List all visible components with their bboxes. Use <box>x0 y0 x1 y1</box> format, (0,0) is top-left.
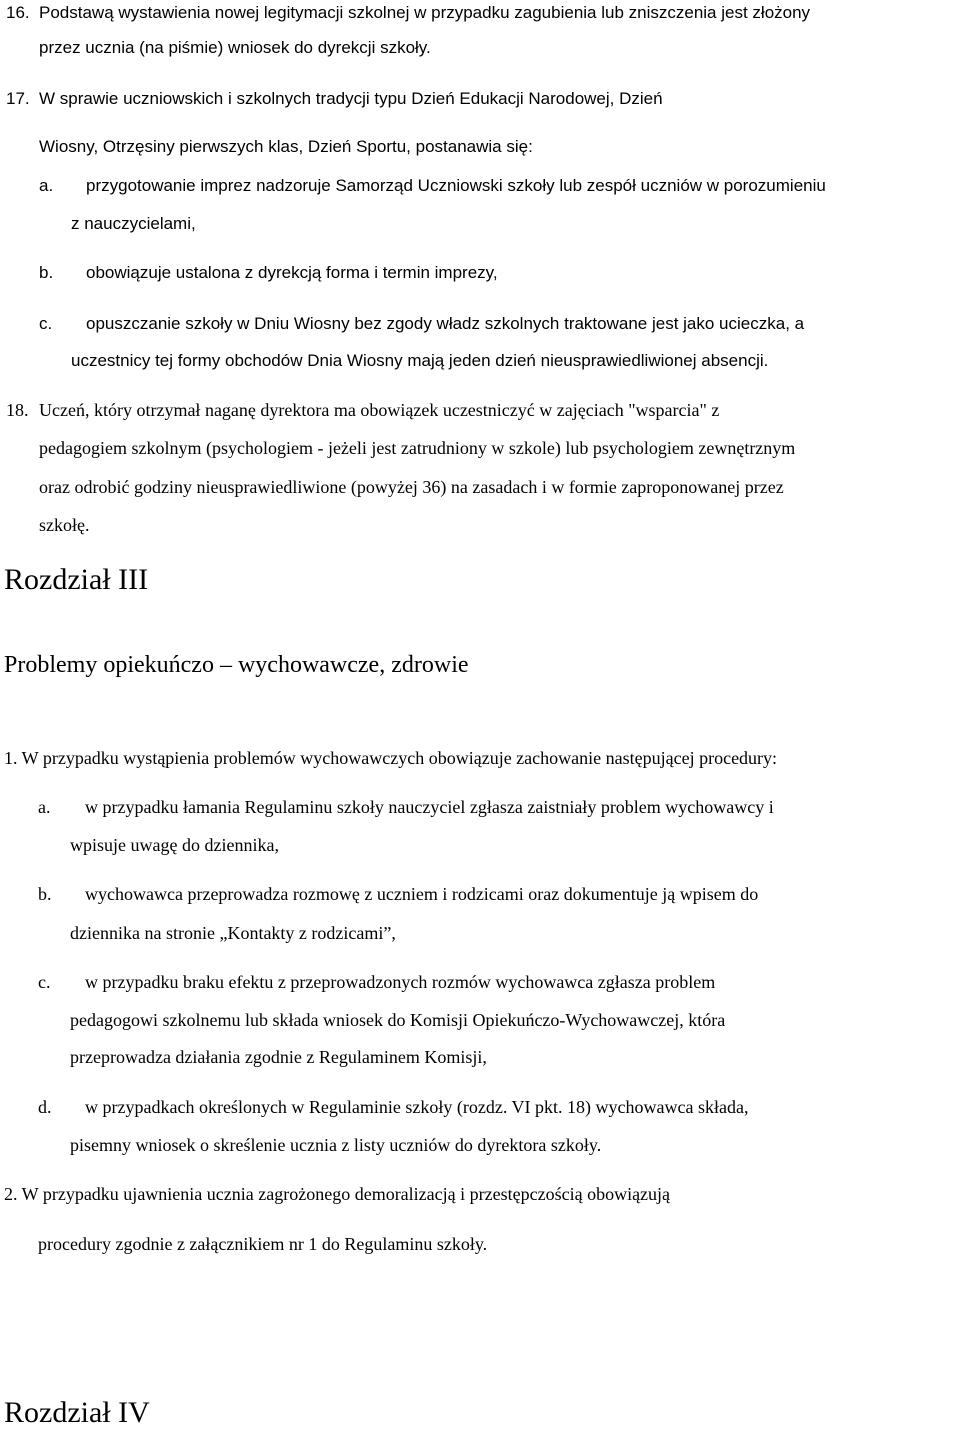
list-text: wychowawca przeprowadza rozmowę z uczniem i rodzicami oraz dokumentuje ją wpisem do <box>85 884 759 904</box>
item-17-line-1 <box>6 88 663 110</box>
ch3-item-1-line-1: 1. W przypadku wystąpienia problemów wychowawczych obowiązuje zachowanie następującej procedury: <box>4 748 778 768</box>
item-17-c-line-2: uczestnicy tej formy obchodów Dnia Wiosny mają jeden dzień nieusprawiedliwionej absencji. <box>71 351 769 370</box>
list-label: c. <box>38 972 51 992</box>
item-number: 17. <box>6 89 30 108</box>
ch3-item-2-line-2: procedury zgodnie z załącznikiem nr 1 do Regulaminu szkoły. <box>38 1234 488 1254</box>
list-label: a. <box>38 797 51 817</box>
ch3-item-1-b-line-1 <box>38 883 758 905</box>
list-text: w przypadku łamania Regulaminu szkoły nauczyciel zgłasza zaistniały problem wychowawcy i <box>85 797 774 817</box>
item-16-line-1 <box>6 2 810 24</box>
list-label: d. <box>38 1097 52 1117</box>
ch3-item-1-a-line-1 <box>38 796 774 818</box>
item-text: W sprawie uczniowskich i szkolnych tradycji typu Dzień Edukacji Narodowej, Dzień <box>39 89 663 108</box>
ch3-item-1-c-line-3: przeprowadza działania zgodnie z Regulaminem Komisji, <box>70 1047 487 1067</box>
item-18-line-2: pedagogiem szkolnym (psychologiem - jeżeli jest zatrudniony w szkole) lub psychologiem zewnętrznym <box>39 438 796 458</box>
item-text: Uczeń, który otrzymał naganę dyrektora ma obowiązek uczestniczyć w zajęciach "wsparcia" z <box>39 400 720 420</box>
list-label: a. <box>39 176 54 195</box>
list-text: opuszczanie szkoły w Dniu Wiosny bez zgody władz szkolnych traktowane jest jako ucieczka, a <box>86 314 805 333</box>
item-17-line-2: Wiosny, Otrzęsiny pierwszych klas, Dzień Sportu, postanawia się: <box>39 137 533 156</box>
ch3-item-1-a-line-2: wpisuje uwagę do dziennika, <box>70 835 279 855</box>
ch3-item-1-c-line-2: pedagogowi szkolnemu lub składa wniosek do Komisji Opiekuńczo-Wychowawczej, która <box>70 1010 726 1030</box>
ch3-item-2-line-1: 2. W przypadku ujawnienia ucznia zagrożonego demoralizacją i przestępczością obowiązują <box>4 1184 671 1204</box>
item-17-b-line-1 <box>39 262 498 284</box>
list-text: przygotowanie imprez nadzoruje Samorząd Uczniowski szkoły lub zespół uczniów w porozumieniu <box>86 176 826 195</box>
item-text: Podstawą wystawienia nowej legitymacji szkolnej w przypadku zagubienia lub zniszczenia jest złożony <box>39 3 811 22</box>
item-18-line-3: oraz odrobić godziny nieusprawiedliwione (powyżej 36) na zasadach i w formie zaproponowanej przez <box>39 477 784 497</box>
list-label: c. <box>39 314 53 333</box>
chapter-3-subtitle: Problemy opiekuńczo – wychowawcze, zdrowie <box>4 652 469 678</box>
item-17-a-line-2: z nauczycielami, <box>71 214 196 233</box>
ch3-item-1-d-line-2: pisemny wniosek o skreślenie ucznia z listy uczniów do dyrektora szkoły. <box>70 1135 602 1155</box>
item-18-line-4: szkołę. <box>39 515 90 535</box>
list-text: w przypadku braku efektu z przeprowadzonych rozmów wychowawca zgłasza problem <box>85 972 716 992</box>
list-text: obowiązuje ustalona z dyrekcją forma i termin imprezy, <box>86 263 498 282</box>
item-number: 18. <box>6 400 29 420</box>
list-text: w przypadkach określonych w Regulaminie szkoły (rozdz. VI pkt. 18) wychowawca składa, <box>85 1097 749 1117</box>
item-18-line-1 <box>6 399 719 421</box>
ch3-item-1-c-line-1 <box>38 971 715 993</box>
item-16-line-2: przez ucznia (na piśmie) wniosek do dyrekcji szkoły. <box>39 38 431 57</box>
ch3-item-1-d-line-1 <box>38 1096 748 1118</box>
ch3-item-1-b-line-2: dziennika na stronie „Kontakty z rodzicami”, <box>70 923 396 943</box>
item-17-c-line-1 <box>39 313 804 335</box>
chapter-4-title: Rozdział IV <box>4 1396 150 1429</box>
list-label: b. <box>38 884 52 904</box>
item-number: 16. <box>6 3 30 22</box>
list-label: b. <box>39 263 54 282</box>
chapter-3-title: Rozdział III <box>4 563 149 596</box>
item-17-a-line-1 <box>39 175 826 197</box>
